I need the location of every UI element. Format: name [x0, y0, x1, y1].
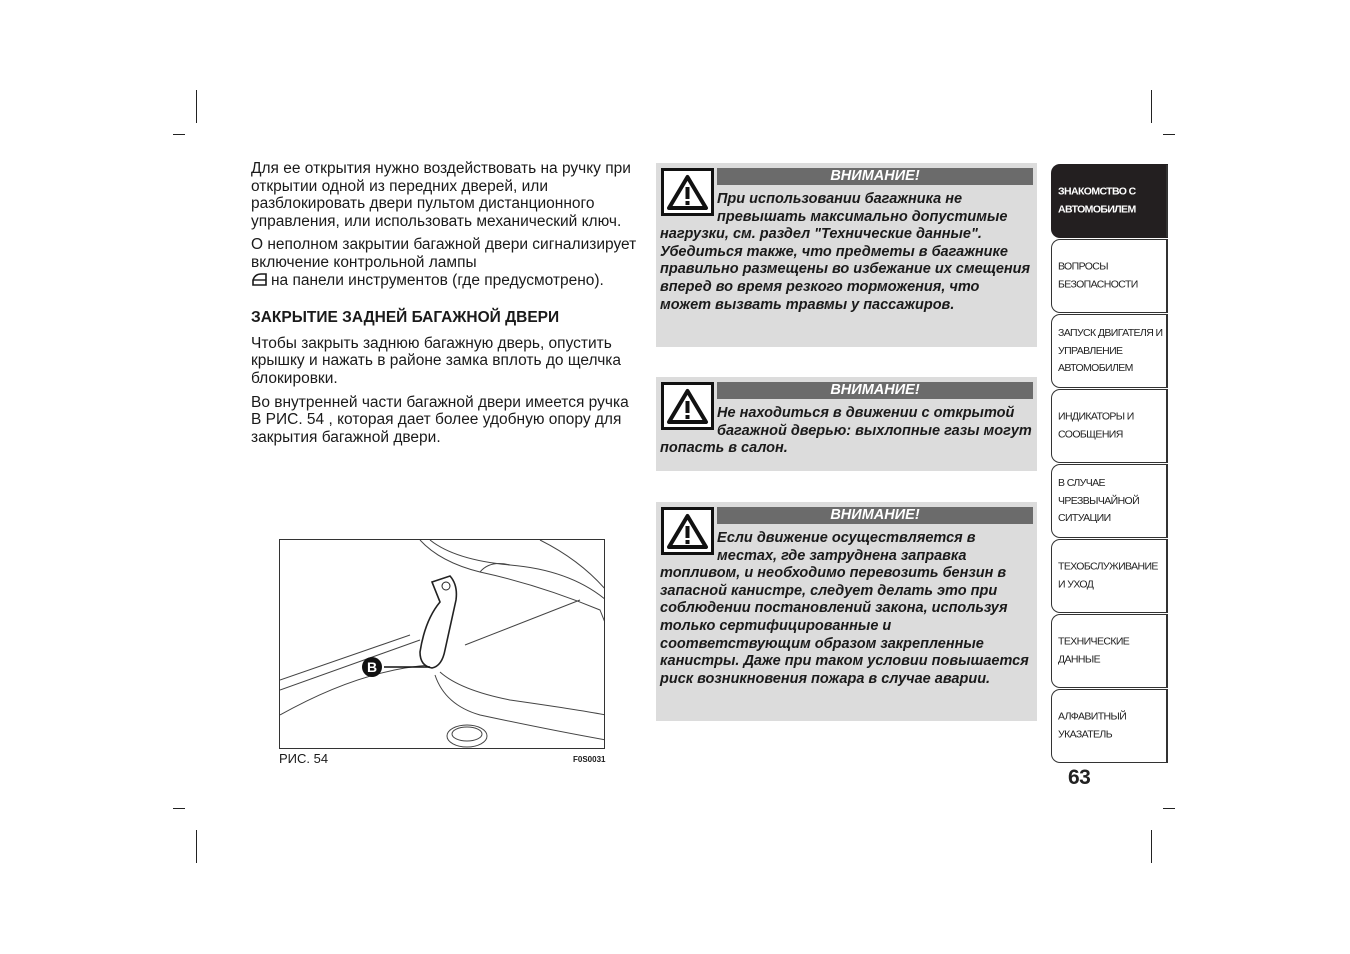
paragraph-lamp-text-2: на панели инструментов (где предусмотрено). — [271, 271, 604, 289]
tab-emergency[interactable]: В СЛУЧАЕ ЧРЕЗВЫЧАЙНОЙ СИТУАЦИИ — [1051, 464, 1168, 538]
warning-box-2 — [656, 377, 1037, 471]
page-number: 63 — [1068, 766, 1091, 789]
warning-text: Не находиться в движении с открытой багажной дверью: выхлопные газы могут попасть в салон. — [660, 405, 1032, 457]
paragraph-closing: Чтобы закрыть заднюю багажную дверь, опустить крышку и нажать в районе замка вплоть до щелчка блокировки. — [251, 334, 622, 387]
open-door-lamp-icon — [251, 272, 268, 292]
crop-mark — [173, 808, 185, 809]
warning-text: При использовании багажника не превышать максимально допустимые нагрузки, см. раздел "Технические данные". Убедиться также, что предметы в багажнике правильно размещены во избежание их смещения вперед во время резкого торможения, что может вызвать травмы у пассажиров. — [660, 191, 1031, 313]
crop-mark — [196, 830, 197, 863]
figure-54 — [279, 539, 605, 749]
warning-box-1 — [656, 163, 1037, 347]
warning-title: ВНИМАНИЕ! — [717, 507, 1033, 524]
tab-index[interactable]: АЛФАВИТНЫЙ УКАЗАТЕЛЬ — [1051, 689, 1168, 763]
crop-mark — [173, 134, 185, 135]
tab-warning-lights[interactable]: ИНДИКАТОРЫ И СООБЩЕНИЯ — [1051, 389, 1168, 463]
figure-caption: РИС. 54 — [279, 751, 329, 766]
crop-mark — [1163, 134, 1175, 135]
left-column — [251, 160, 639, 452]
section-heading: ЗАКРЫТИЕ ЗАДНЕЙ БАГАЖНОЙ ДВЕРИ — [251, 309, 560, 327]
tab-maintenance[interactable]: ТЕХОБСЛУЖИВАНИЕ И УХОД — [1051, 539, 1168, 613]
paragraph-lamp — [251, 236, 639, 291]
callout-label: B — [366, 659, 378, 675]
warning-text: Если движение осуществляется в местах, где затруднена заправка топливом, и необходимо перевозить бензин в запасной канистре, следует делать это при соблюдении постановлений закона, используя только сертифицированные и соответствующим образом закрепленные канистры. Даже при таком условии повышается риск возникновения пожара в случае аварии. — [660, 530, 1029, 687]
tab-safety[interactable]: ВОПРОСЫ БЕЗОПАСНОСТИ — [1051, 239, 1168, 313]
paragraph-handle: Во внутренней части багажной двери имеется ручка B РИС. 54 , которая дает более удобную опору для закрытия багажной двери. — [251, 393, 629, 446]
warning-box-3 — [656, 502, 1037, 721]
tab-technical-data[interactable]: ТЕХНИЧЕСКИЕ ДАННЫЕ — [1051, 614, 1168, 688]
paragraph-lamp-text-1: О неполном закрытии багажной двери сигнализирует включение контрольной лампы — [251, 236, 637, 271]
tab-intro[interactable]: ЗНАКОМСТВО С АВТОМОБИЛЕМ — [1051, 164, 1168, 238]
crop-mark — [1151, 830, 1152, 863]
crop-mark — [1163, 808, 1175, 809]
crop-mark — [1151, 90, 1152, 123]
trunk-handle-illustration — [280, 540, 605, 749]
warning-title: ВНИМАНИЕ! — [717, 382, 1033, 399]
tab-starting-driving[interactable]: ЗАПУСК ДВИГАТЕЛЯ И УПРАВЛЕНИЕ АВТОМОБИЛЕМ — [1051, 314, 1168, 388]
warning-title: ВНИМАНИЕ! — [717, 168, 1033, 185]
figure-code: F0S0031 — [573, 755, 606, 764]
paragraph-opening: Для ее открытия нужно воздействовать на ручку при открытии одной из передних дверей, или разблокировать двери пультом дистанционного управления, или использовать механический ключ. — [251, 160, 631, 230]
crop-mark — [196, 90, 197, 123]
